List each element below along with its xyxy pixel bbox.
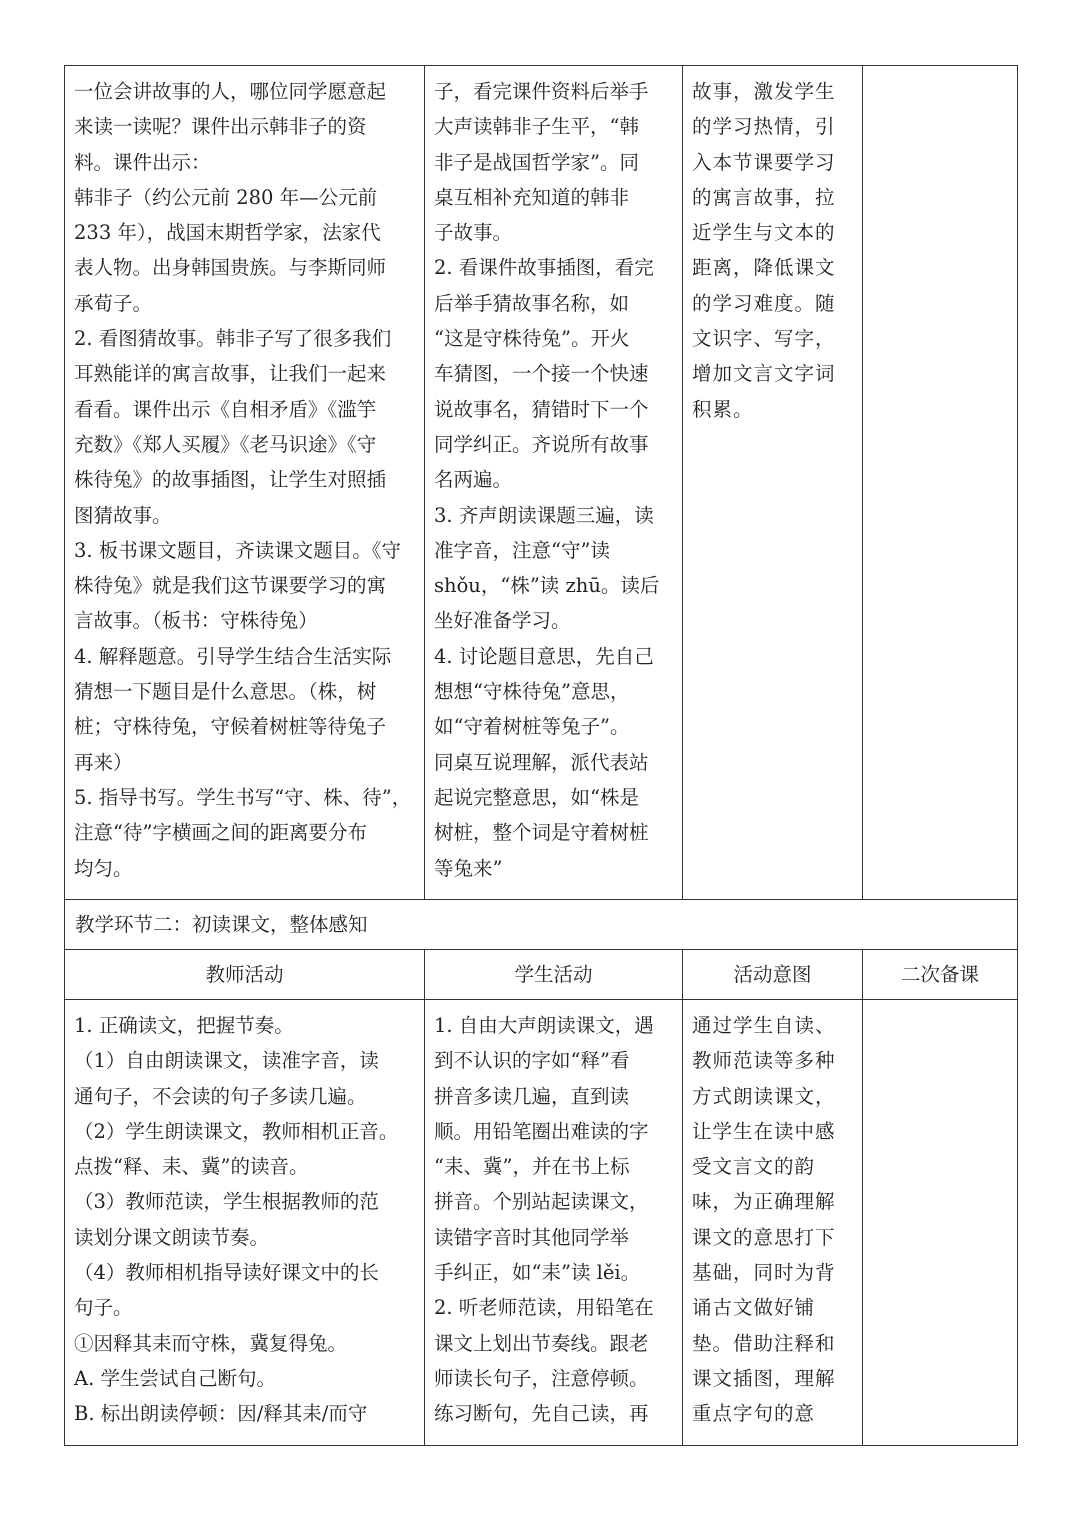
- text-line: 4. 讨论题目意思，先自己: [434, 644, 654, 668]
- text-line: “耒、冀”，并在书上标: [434, 1155, 630, 1179]
- text-line: 的学习热情，引: [692, 115, 836, 139]
- text-line: 重点字句的意: [692, 1402, 816, 1426]
- text-line: 点拨“释、耒、冀”的读音。: [74, 1155, 309, 1179]
- text-line: 名两遍。: [434, 468, 513, 492]
- text-line: 桌互相补充知道的韩非: [434, 185, 630, 209]
- text-line: （3）教师范读，学生根据教师的范: [74, 1190, 379, 1214]
- header-student-cell: [425, 950, 683, 1000]
- text-line: B. 标出朗读停顿：因/释其耒/而守: [74, 1402, 368, 1426]
- student-activity-text: [425, 1000, 682, 1432]
- text-line: 韩非子（约公元前 280 年—公元前: [74, 185, 378, 209]
- text-line: 让学生在读中感: [692, 1119, 836, 1143]
- text-line: ①因释其耒而守株，冀复得兔。: [74, 1331, 348, 1355]
- text-line: 再来）: [74, 750, 133, 774]
- table-row: [65, 1000, 1018, 1446]
- header-intent: 活动意图: [733, 963, 812, 986]
- teacher-activity-text: [65, 66, 424, 886]
- teacher-activity-cell: [65, 1000, 425, 1446]
- text-line: 一位会讲故事的人，哪位同学愿意起: [74, 80, 387, 103]
- section-title-cell: [65, 900, 1018, 950]
- text-line: 4. 解释题意。引导学生结合生活实际: [74, 644, 392, 668]
- text-line: 大声读韩非子生平，“韩: [434, 115, 639, 139]
- text-line: 如“守着树桩等兔子”。: [434, 715, 630, 739]
- text-line: shǒu，“株”读 zhū。读后: [434, 574, 660, 598]
- text-line: 师读长句子，注意停顿。: [434, 1366, 649, 1390]
- text-line: 增加文言文字词: [692, 362, 836, 386]
- text-line: 非子是战国哲学家”。同: [434, 150, 639, 174]
- text-line: 言故事。（板书：守株待兔）: [74, 609, 318, 633]
- activity-intent-cell: [683, 66, 863, 900]
- text-line: 拼音多读几遍，直到读: [434, 1084, 630, 1108]
- text-line: 承荀子。: [74, 291, 153, 315]
- text-line: 充数》《郑人买履》《老马识途》《守: [74, 432, 377, 456]
- student-activity-cell: [425, 66, 683, 900]
- section-title: 教学环节二：初读课文，整体感知: [75, 913, 368, 936]
- table-row: [65, 66, 1018, 900]
- student-activity-cell: [425, 1000, 683, 1446]
- student-activity-text: [425, 66, 682, 886]
- text-line: 同桌互说理解，派代表站: [434, 750, 649, 774]
- teacher-activity-cell: [65, 66, 425, 900]
- text-line: 近学生与文本的: [692, 221, 836, 245]
- text-line: 料。课件出示：: [74, 150, 211, 174]
- text-line: 233 年），战国末期哲学家，法家代: [74, 221, 381, 245]
- text-line: 教师范读等多种: [692, 1049, 836, 1073]
- text-line: 株待兔》的故事插图，让学生对照插: [74, 468, 387, 492]
- text-line: 读划分课文朗读节奏。: [74, 1225, 270, 1249]
- text-line: 句子。: [74, 1296, 133, 1320]
- text-line: 积累。: [692, 397, 754, 421]
- text-line: 方式朗读课文，: [692, 1084, 836, 1108]
- text-line: 受文言文的韵: [692, 1155, 816, 1179]
- text-line: 1. 正确读文，把握节奏。: [74, 1014, 294, 1037]
- text-line: 表人物。出身韩国贵族。与李斯同师: [74, 256, 387, 280]
- text-line: 课文的意思打下: [692, 1225, 836, 1249]
- text-line: （2）学生朗读课文，教师相机正音。: [74, 1119, 399, 1143]
- text-line: 距离，降低课文: [692, 256, 836, 280]
- text-line: 图猜故事。: [74, 503, 172, 527]
- text-line: 桩；守株待兔，守候着树桩等待兔子: [74, 715, 387, 739]
- text-line: 起说完整意思，如“株是: [434, 785, 639, 809]
- text-line: 通句子，不会读的句子多读几遍。: [74, 1084, 367, 1108]
- second-prep-cell: [863, 66, 1018, 900]
- text-line: 到不认识的字如“释”看: [434, 1049, 630, 1073]
- text-line: 1. 自由大声朗读课文，遇: [434, 1014, 654, 1037]
- text-line: （1）自由朗读课文，读准字音，读: [74, 1049, 379, 1073]
- text-line: 故事，激发学生: [692, 80, 836, 103]
- header-prep-cell: [863, 950, 1018, 1000]
- text-line: 树桩，整个词是守着树桩: [434, 821, 649, 845]
- header-row: [65, 950, 1018, 1000]
- text-line: 2. 看课件故事插图，看完: [434, 256, 654, 280]
- text-line: 2. 听老师范读，用铅笔在: [434, 1296, 654, 1320]
- text-line: 通过学生自读、: [692, 1014, 836, 1037]
- text-line: 子故事。: [434, 221, 513, 245]
- header-student: 学生活动: [514, 963, 593, 986]
- text-line: 株待兔》就是我们这节课要学习的寓: [74, 574, 387, 598]
- text-line: 入本节课要学习: [692, 150, 836, 174]
- section-row: [65, 900, 1018, 950]
- text-line: 的学习难度。随: [692, 291, 836, 315]
- text-line: 坐好准备学习。: [434, 609, 571, 633]
- text-line: 垫。借助注释和: [692, 1331, 836, 1355]
- text-line: 均匀。: [74, 856, 133, 880]
- text-line: 后举手猜故事名称，如: [434, 291, 630, 315]
- text-line: 注意“待”字横画之间的距离要分布: [74, 821, 367, 845]
- text-line: 看看。课件出示《自相矛盾》《滥竽: [74, 397, 377, 421]
- text-line: 顺。用铅笔圈出难读的字: [434, 1119, 649, 1143]
- header-teacher-cell: [65, 950, 425, 1000]
- text-line: 味，为正确理解: [692, 1190, 836, 1214]
- text-line: 的寓言故事，拉: [692, 185, 836, 209]
- text-line: A. 学生尝试自己断句。: [74, 1366, 276, 1390]
- activity-intent-text: [683, 66, 862, 427]
- text-line: 课文插图，理解: [692, 1366, 836, 1390]
- text-line: 3. 齐声朗读课题三遍，读: [434, 503, 654, 527]
- activity-intent-cell: [683, 1000, 863, 1446]
- text-line: 想想“守株待兔”意思，: [434, 680, 630, 704]
- text-line: 车猜图，一个接一个快速: [434, 362, 649, 386]
- text-line: 准字音，注意“守”读: [434, 538, 610, 562]
- text-line: 2. 看图猜故事。韩非子写了很多我们: [74, 327, 392, 351]
- text-line: 读错字音时其他同学举: [434, 1225, 630, 1249]
- activity-intent-text: [683, 1000, 862, 1432]
- second-prep-cell: [863, 1000, 1018, 1446]
- text-line: 诵古文做好铺: [692, 1296, 816, 1320]
- text-line: 基础，同时为背: [692, 1261, 836, 1285]
- text-line: 手纠正，如“耒”读 lěi。: [434, 1261, 641, 1285]
- text-line: 来读一读呢？课件出示韩非子的资: [74, 115, 367, 139]
- lesson-plan-table: [64, 65, 1018, 1446]
- header-intent-cell: [683, 950, 863, 1000]
- text-line: （4）教师相机指导读好课文中的长: [74, 1261, 379, 1285]
- text-line: 同学纠正。齐说所有故事: [434, 432, 649, 456]
- text-line: 文识字、写字，: [692, 327, 836, 351]
- teacher-activity-text: [65, 1000, 424, 1432]
- text-line: 练习断句，先自己读，再: [434, 1402, 649, 1426]
- text-line: 耳熟能详的寓言故事，让我们一起来: [74, 362, 387, 386]
- text-line: 拼音。个别站起读课文，: [434, 1190, 649, 1214]
- text-line: 等兔来”: [434, 856, 503, 880]
- text-line: 5. 指导书写。学生书写“守、株、待”，: [74, 785, 412, 809]
- text-line: 3. 板书课文题目，齐读课文题目。《守: [74, 538, 402, 562]
- text-line: 猜想一下题目是什么意思。（株，树: [74, 680, 377, 704]
- text-line: “这是守株待兔”。开火: [434, 327, 630, 351]
- text-line: 说故事名，猜错时下一个: [434, 397, 649, 421]
- text-line: 课文上划出节奏线。跟老: [434, 1331, 649, 1355]
- text-line: 子，看完课件资料后举手: [434, 80, 649, 103]
- header-teacher: 教师活动: [205, 963, 284, 986]
- header-prep: 二次备课: [900, 963, 979, 986]
